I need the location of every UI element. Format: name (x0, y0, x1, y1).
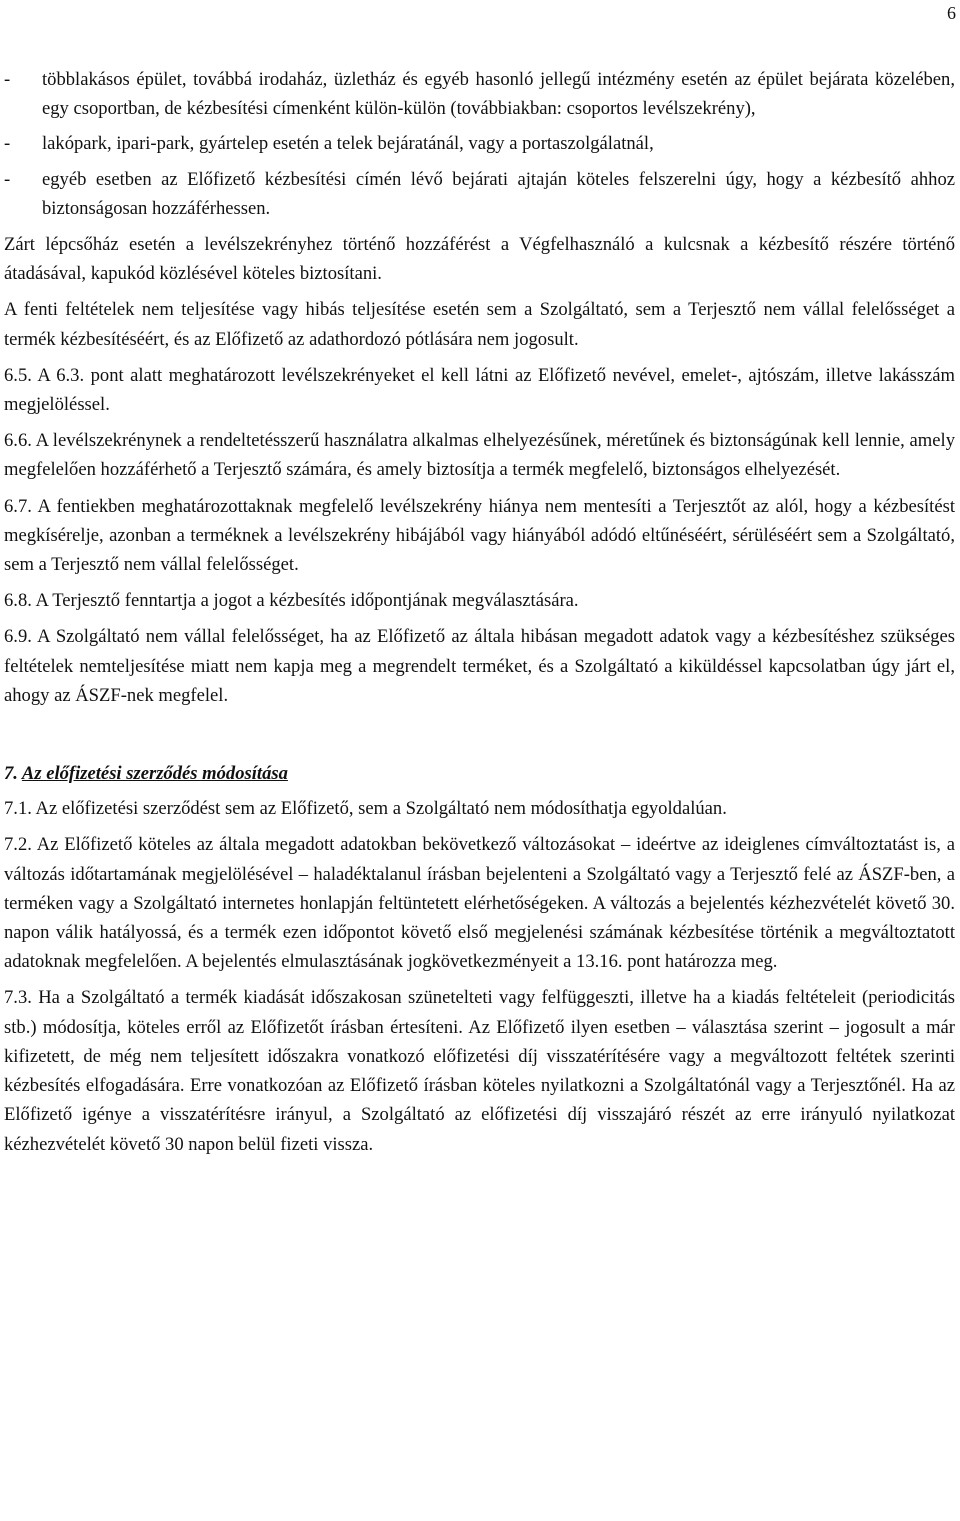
paragraph-closed-stairwell: Zárt lépcsőház esetén a levélszekrényhez történő hozzáférést a Végfelhasználó a kulcsnak a kézbesítő részére történő átadásával, kapukód közlésével köteles biztosítani. (4, 234, 955, 285)
section-heading (4, 759, 955, 788)
paragraph-7-1: 7.1. Az előfizetési szerződést sem az Előfizető, sem a Szolgáltató nem módosíthatja egyoldalúan. (4, 798, 727, 820)
paragraph-6-5: 6.5. A 6.3. pont alatt meghatározott levélszekrényeket el kell látni az Előfizető nevével, emelet-, ajtószám, illetve lakásszám megjelöléssel. (4, 364, 955, 416)
section-title: Az előfizetési szerződés módosítása (21, 763, 288, 785)
bullet-text: lakópark, ipari-park, gyártelep esetén a telek bejáratánál, vagy a portaszolgálatnál, (42, 133, 654, 155)
paragraph-liability: A fenti feltételek nem teljesítése vagy hibás teljesítése esetén sem a Szolgáltató, sem a Terjesztő nem vállal felelősséget a termék kézbesítéséért, és az Előfizető az adathordozó pótlására nem jogosult. (4, 299, 955, 350)
bullet-item-2 (4, 129, 955, 158)
bullet-text: többlakásos épület, továbbá irodaház, üzletház és egyéb hasonló jellegű intézmény esetén az épület bejárata közelében, egy csoportban, de kézbesítési címenként külön-külön (továbbiakban: csoportos levélszekrény), (42, 69, 955, 120)
paragraph-7-3: 7.3. Ha a Szolgáltató a termék kiadását időszakosan szünetelteti vagy felfüggeszti, illetve ha a kiadás feltételeit (periodicitás stb.) módosítja, köteles erről az Előfizetőt írásban értesíteni. Az Előfizető ilyen esetben – választása szerint – jogosult a már kifizetett, de még nem teljesített időszakra vonatkozó előfizetési díj visszatérítésére vagy a megváltozott feltétek szerinti kézbesítés elfogadására. Erre vonatkozóan az Előfizető írásban köteles nyilatkozni a Szolgáltatónál vagy a Terjesztőnél. Ha az Előfizető igénye a visszatérítésre irányul, a Szolgáltató az előfizetési díj visszajáró részét az erre irányuló nyilatkozat kézhezvételét követő 30 napon belül fizeti vissza. (4, 987, 955, 1155)
paragraph-7-2: 7.2. Az Előfizető köteles az általa megadott adatokban bekövetkező változásokat – ideértve az ideiglenes címváltoztatást is, a változás időtartamának megjelölésével – haladéktalanul írásban bejelenteni a Szolgáltató vagy a Terjesztő felé az ÁSZF-ben, a terméken vagy a Szolgáltató internetes honlapján feltüntetett elérhetőségeken. A változás a bejelentés kézhezvételét követő 30. napon válik hatályossá, és a termék ezen időpontot követő első megjelenési számának kézbesítése történik a megváltoztatott adatoknak megfelelően. A bejelentés elmulasztásának jogkövetkezményeit a 13.16. pont határozza meg. (4, 834, 955, 973)
bullet-text: egyéb esetben az Előfizető kézbesítési címén lévő bejárati ajtaján köteles felszerelni úgy, hogy a kézbesítő ahhoz biztonságosan hozzáférhessen. (42, 168, 955, 219)
document-body (4, 65, 955, 1166)
paragraph-6-7: 6.7. A fentiekben meghatározottaknak megfelelő levélszekrény hiánya nem mentesíti a Terjesztőt az alól, hogy a kézbesítést megkísérelje, azonban a terméknek a levélszekrény hibájából vagy hiányából adódó eltűnéséért, sérüléséért sem a Szolgáltató, sem a Terjesztő nem vállal felelősséget. (4, 495, 955, 576)
paragraph-6-6: 6.6. A levélszekrénynek a rendeltetésszerű használatra alkalmas elhelyezésűnek, méretűnek és biztonságúnak kell lennie, amely megfelelően hozzáférhető a Terjesztő számára, és amely biztosítja a termék megfelelő, biztonságos elhelyezését. (4, 430, 955, 481)
bullet-dash: - (4, 69, 11, 90)
section-number: 7. (4, 763, 18, 785)
paragraph-6-8: 6.8. A Terjesztő fenntartja a jogot a kézbesítés időpontjának megválasztására. (4, 590, 579, 612)
bullet-dash: - (4, 133, 11, 155)
paragraph-6-9: 6.9. A Szolgáltató nem vállal felelősséget, ha az Előfizető az általa hibásan megadott adatok vagy a kézbesítéshez szükséges feltételek nemteljesítése miatt nem kapja meg a megrendelt terméket, és a Szolgáltató a kiküldéssel kapcsolatban úgy járt el, ahogy az ÁSZF-nek megfelel. (4, 626, 955, 706)
page-number: 6 (947, 3, 956, 23)
bullet-item-1 (4, 65, 955, 123)
bullet-dash: - (4, 168, 11, 190)
bullet-item-3 (4, 165, 955, 223)
